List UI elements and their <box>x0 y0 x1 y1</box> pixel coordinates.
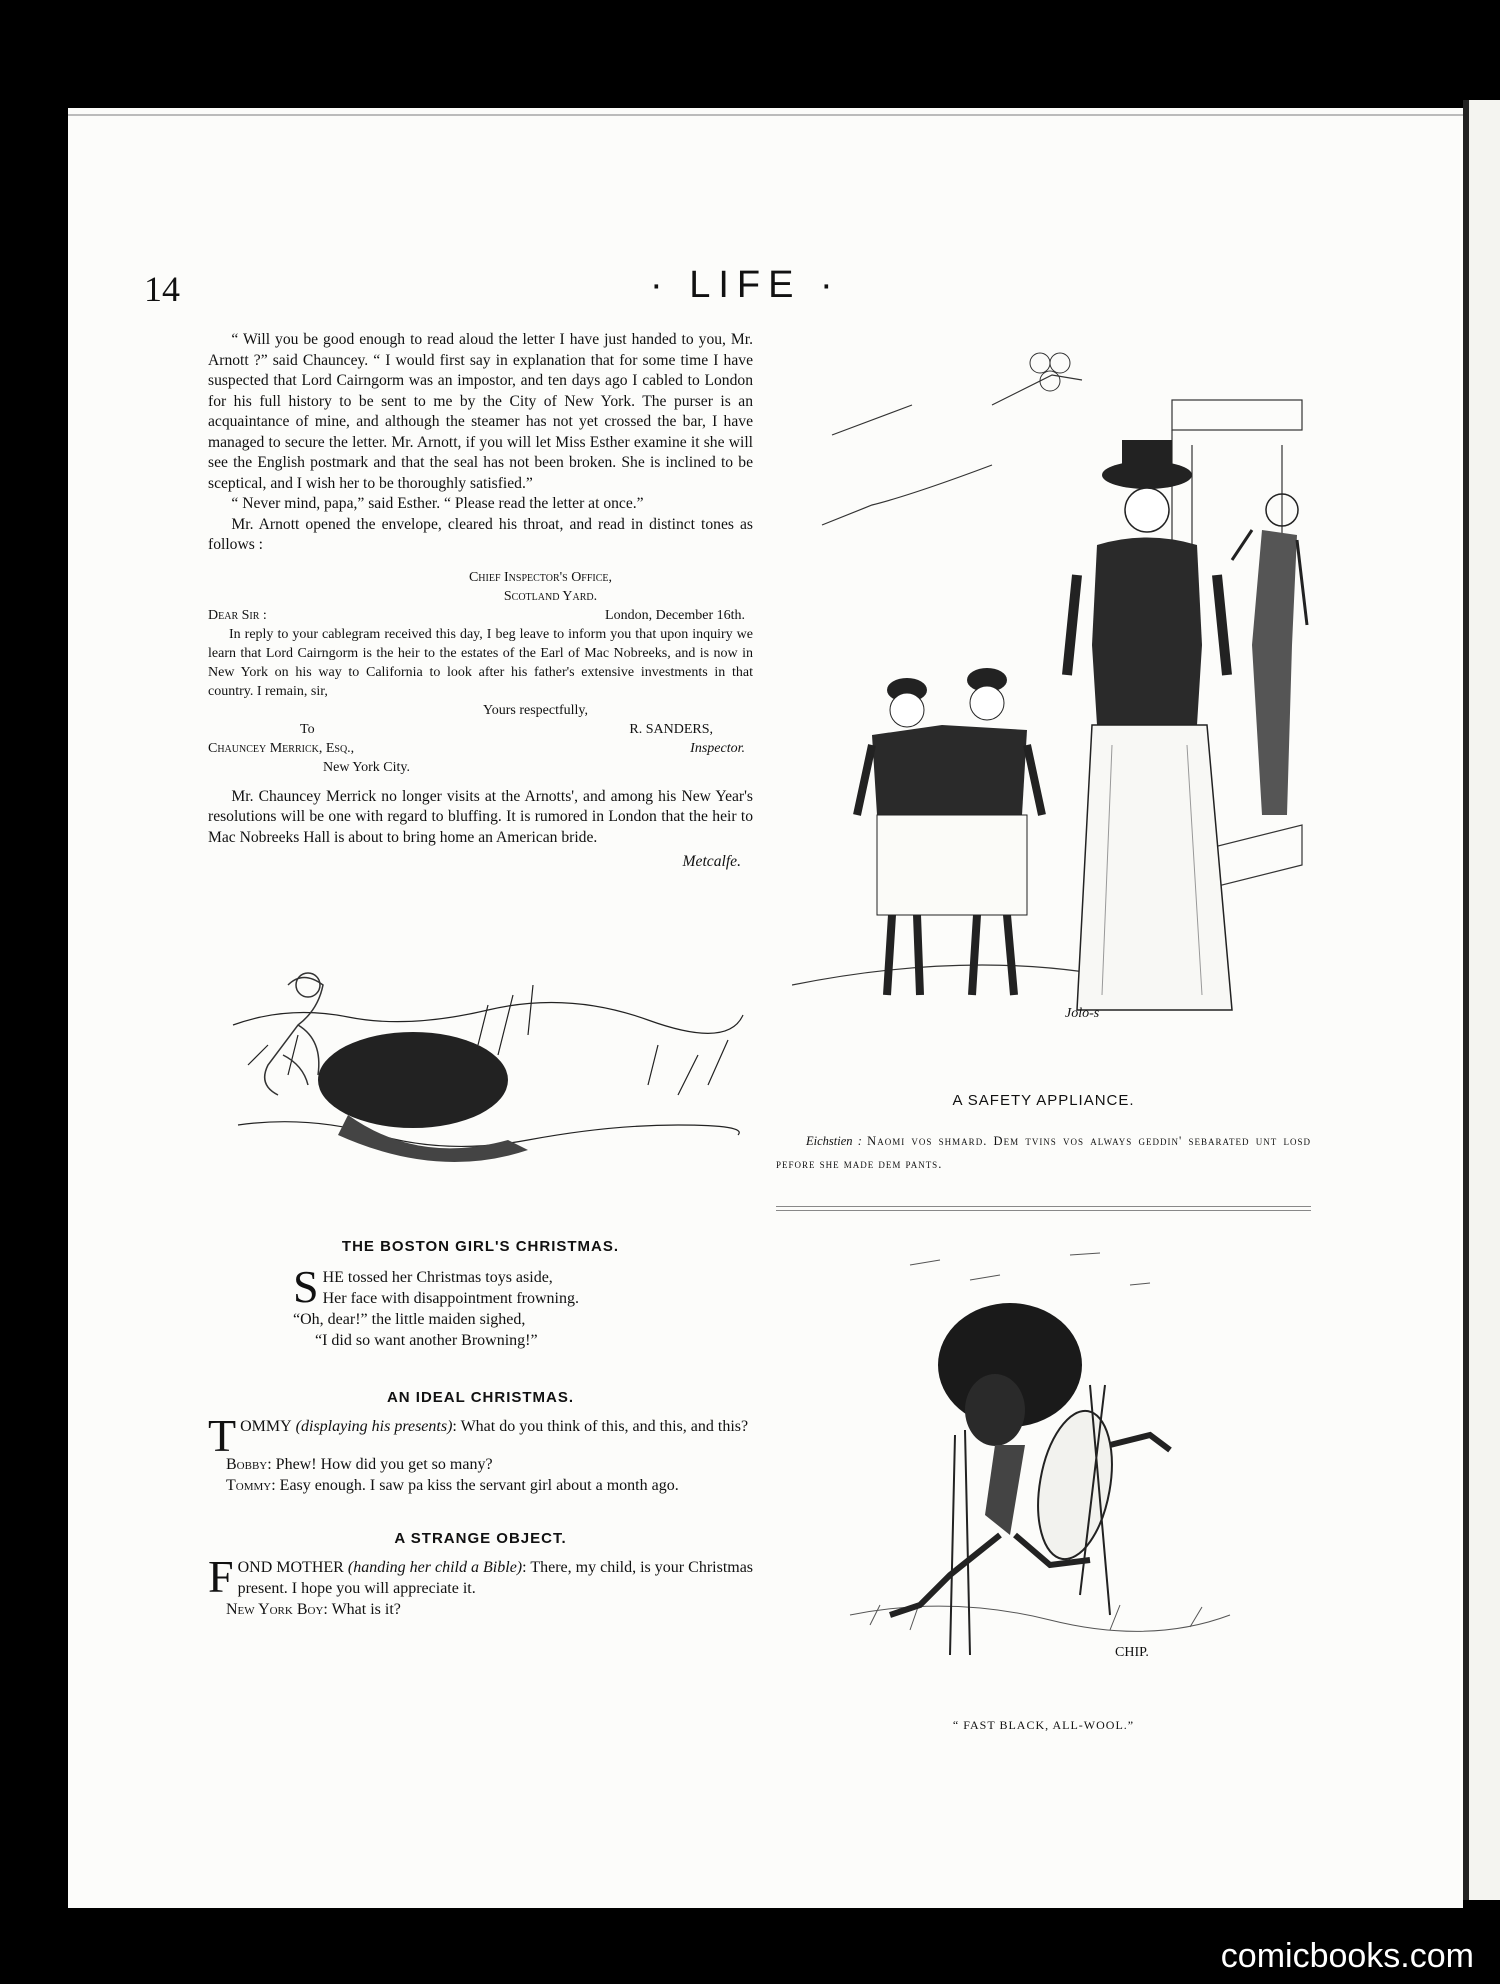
strange-speaker: OND MOTHER <box>237 1559 344 1576</box>
strange-text <box>208 1551 754 1620</box>
strange-line: : There, my child, is your Christmas present. I hope you will appreciate it. <box>237 1559 754 1597</box>
woman-figure <box>1067 440 1232 1010</box>
letter-to: To <box>300 721 315 737</box>
letter-signer: R. SANDERS, <box>629 721 713 737</box>
poem-line: “Oh, dear!” the little maiden sighed, <box>293 1311 526 1328</box>
ideal-line: : Phew! How did you get so many? <box>267 1456 493 1473</box>
twins-figure <box>857 668 1042 995</box>
strange-line: : What is it? <box>323 1601 401 1618</box>
poem-drop-cap: S <box>293 1261 319 1312</box>
letter-office: Chief Inspector's Office, <box>468 569 613 585</box>
poem-line: HE tossed her Christmas toys aside, <box>322 1269 553 1286</box>
facing-page <box>1463 100 1500 1900</box>
cartoon2-caption: “ FAST BLACK, ALL-WOOL.” <box>952 1718 1135 1732</box>
letter-yard: Scotland Yard. <box>503 588 598 604</box>
letter-title: Inspector. <box>690 740 745 756</box>
ideal-speaker: Tommy <box>226 1477 272 1494</box>
letter-addressee: Chauncey Merrick, Esq., <box>208 740 355 756</box>
poem-title: THE BOSTON GIRL'S CHRISTMAS. <box>341 1238 620 1255</box>
ideal-drop-cap: T <box>208 1410 237 1461</box>
page-number: 14 <box>144 269 180 309</box>
story-column <box>208 330 753 873</box>
cartoon1-title: A SAFETY APPLIANCE. <box>952 1092 1135 1109</box>
ideal-line: : What do you think of this, and this, and this? <box>452 1418 749 1435</box>
poem <box>293 1261 753 1351</box>
cartoon2-signature: CHIP. <box>1115 1645 1149 1660</box>
story-author: Metcalfe. <box>682 853 741 870</box>
letter-body: In reply to your cablegram received this day, I beg leave to inform you that upon inquiry we learn that Lord Cairngorm is the heir to the estates of the Earl of Mac Nobreeks, and is now in New York on his way to California to look after his father's extensive investments in that country. I remain, sir, <box>208 626 753 699</box>
story-paragraph: “ Never mind, papa,” said Esther. “ Please read the letter at once.” <box>231 495 644 512</box>
ideal-text <box>208 1410 753 1496</box>
story-paragraph: Mr. Arnott opened the envelope, cleared his throat, and read in distinct tones as follows : <box>208 515 753 553</box>
cartoon1-caption-block <box>776 1130 1311 1176</box>
poem-line: Her face with disappointment frowning. <box>322 1290 579 1307</box>
ideal-stage-direction: (displaying his presents) <box>295 1418 453 1435</box>
masthead: · LIFE · <box>650 264 841 306</box>
strange-title: A STRANGE OBJECT. <box>394 1530 567 1547</box>
strange-speaker: New York Boy <box>226 1601 324 1618</box>
poem-line: “I did so want another Browning!” <box>315 1332 538 1349</box>
ideal-line: : Easy enough. I saw pa kiss the servant girl about a month ago. <box>271 1477 679 1494</box>
letter-closing: Yours respectfully, <box>483 702 588 718</box>
divider-rule <box>776 1206 1311 1211</box>
shopkeeper-figure <box>1232 494 1307 815</box>
cartoon1-speaker: Eichstien : <box>806 1134 862 1148</box>
letter <box>208 568 753 777</box>
story-paragraph: “ Will you be good enough to read aloud the letter I have just handed to you, Mr. Arnott ?” said Chauncey. “ I would first say in explanation that for some time I have suspected that Lord Cairngorm was an impostor, and ten days ago I cabled to London for his full history to be sent to me by the City of New York. The purser is an acquaintance of mine, and although the steamer has not yet crossed the bar, I have managed to secure the letter. Mr. Arnott, if you will let Miss Esther examine it she will see the English postmark and that the seal has not been broken. She is inclined to be sceptical, and I wish her to be thoroughly satisfied.” <box>208 331 753 492</box>
cartoon1-signature: Jolo-s <box>1065 1006 1100 1021</box>
watermark: comicbooks.com <box>1220 1937 1474 1975</box>
letter-salutation: Dear Sir : <box>208 607 267 623</box>
ideal-speaker: OMMY <box>240 1418 292 1435</box>
short-pieces <box>208 1238 753 1620</box>
strange-drop-cap: F <box>208 1551 234 1602</box>
strange-stage-direction: (handing her child a Bible) <box>347 1559 523 1576</box>
letter-city: New York City. <box>323 759 410 775</box>
runner-cartoon <box>810 1235 1300 1675</box>
ideal-title: AN IDEAL CHRISTMAS. <box>386 1389 575 1406</box>
ideal-speaker: Bobby <box>226 1456 268 1473</box>
story-closing-paragraph: Mr. Chauncey Merrick no longer visits at the Arnotts', and among his New Year's resolutions will be one with regard to bluffing. It is rumored in London that the heir to Mac Nobreeks Hall is about to bring home an American bride. <box>208 787 753 846</box>
letter-dateline: London, December 16th. <box>605 607 745 623</box>
safety-appliance-cartoon <box>792 345 1312 1045</box>
cartoon1-caption: Naomi vos shmard. Dem tvins vos always geddin' sebarated unt losd pefore she made dem pants. <box>776 1134 1312 1171</box>
bear-illustration <box>228 965 748 1180</box>
